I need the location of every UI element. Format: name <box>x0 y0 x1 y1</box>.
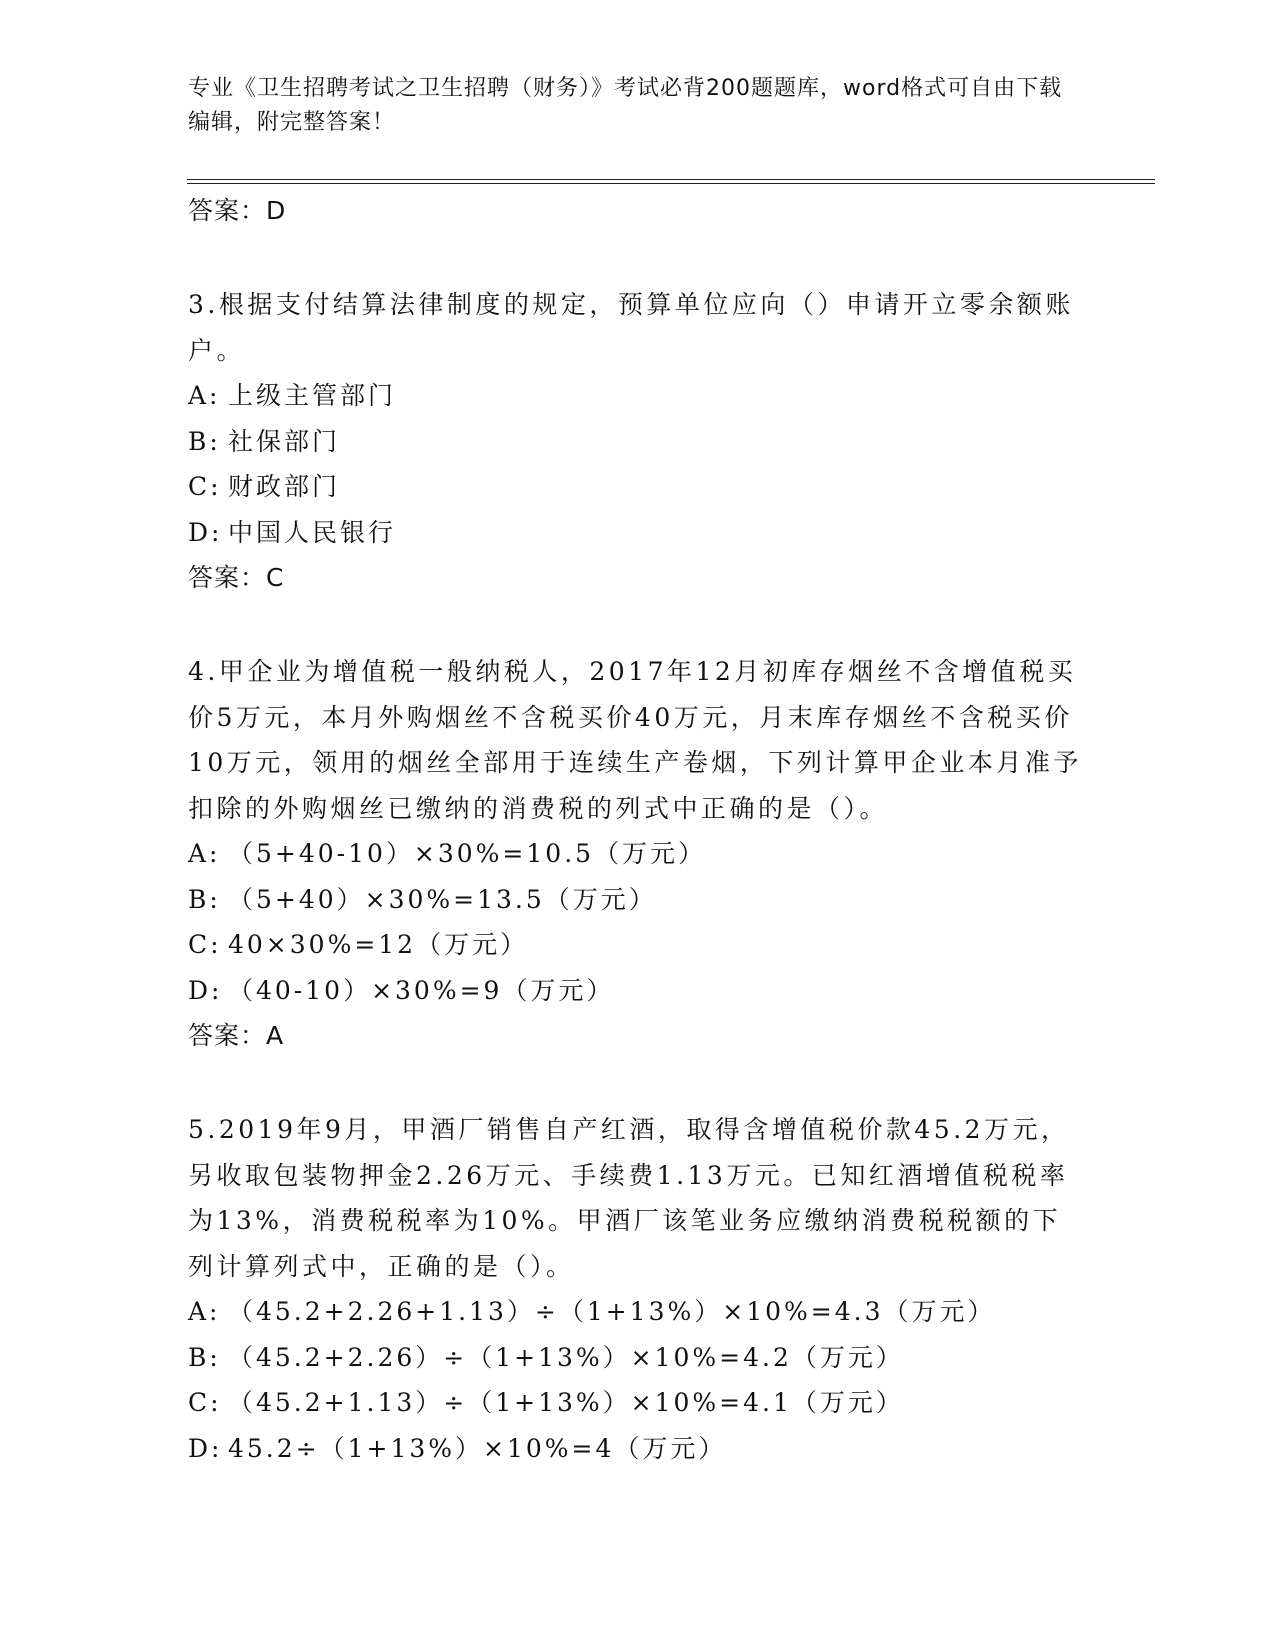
option-text: （5+40-10）×30%=10.5（万元） <box>228 839 707 868</box>
option-b <box>188 1335 1088 1381</box>
option-text: 上级主管部门 <box>228 381 397 410</box>
answer-line: 答案：C <box>188 563 285 592</box>
option-a <box>188 1289 1088 1335</box>
option-b <box>188 877 1088 923</box>
option-a <box>188 373 1088 419</box>
option-text: 40×30%=12（万元） <box>228 930 529 959</box>
document-body <box>188 188 1088 1471</box>
option-letter: B: <box>188 1342 221 1372</box>
header-divider-top <box>187 179 1155 180</box>
option-d <box>188 1426 1088 1472</box>
option-text: （45.2+2.26+1.13）÷（1+13%）×10%=4.3（万元） <box>228 1297 996 1326</box>
option-text: （5+40）×30%=13.5（万元） <box>228 884 657 914</box>
header-title: 专业《卫生招聘考试之卫生招聘（财务）》考试必背200题题库，word格式可自由下载编辑，附完整答案！ <box>188 76 1063 135</box>
option-letter: A: <box>188 1297 221 1326</box>
option-letter: C: <box>188 930 222 959</box>
answer-line: 答案：D <box>188 196 287 225</box>
question-3 <box>188 282 1088 601</box>
option-letter: B: <box>188 426 221 456</box>
option-letter: B: <box>188 884 221 914</box>
option-text: 社保部门 <box>228 426 341 456</box>
option-c <box>188 464 1088 510</box>
option-c <box>188 922 1088 968</box>
option-text: 财政部门 <box>228 472 341 501</box>
document-header <box>188 72 1068 140</box>
question-stem: 5.2019年9月，甲酒厂销售自产红酒，取得含增值税价款45.2万元，另收取包装物押金2.26万元、手续费1.13万元。已知红酒增值税税率为13%，消费税税率为10%。甲酒厂该笔业务应缴纳消费税税额的下列计算列式中，正确的是（）。 <box>188 1115 1070 1281</box>
option-c <box>188 1380 1088 1426</box>
option-letter: C: <box>188 472 222 501</box>
question-4 <box>188 649 1088 1059</box>
option-d <box>188 968 1088 1014</box>
option-letter: D: <box>188 1433 223 1463</box>
option-letter: C: <box>188 1388 222 1417</box>
option-letter: A: <box>188 381 221 410</box>
option-d <box>188 510 1088 556</box>
option-text: 中国人民银行 <box>228 517 397 547</box>
answer-line: 答案：A <box>188 1021 285 1050</box>
question-stem: 3.根据支付结算法律制度的规定，预算单位应向（）申请开立零余额账户。 <box>188 290 1074 365</box>
question-5 <box>188 1107 1088 1471</box>
option-letter: D: <box>188 975 223 1005</box>
option-letter: A: <box>188 839 221 868</box>
option-text: （45.2+1.13）÷（1+13%）×10%=4.1（万元） <box>228 1388 904 1417</box>
question-stem: 4.甲企业为增值税一般纳税人，2017年12月初库存烟丝不含增值税买价5万元，本月外购烟丝不含税买价40万元，月末库存烟丝不含税买价10万元，领用的烟丝全部用于连续生产卷烟，下列计算甲企业本月准予扣除的外购烟丝已缴纳的消费税的列式中正确的是（）。 <box>188 657 1082 823</box>
option-a <box>188 831 1088 877</box>
option-b <box>188 419 1088 465</box>
option-letter: D: <box>188 517 223 547</box>
option-text: （45.2+2.26）÷（1+13%）×10%=4.2（万元） <box>228 1342 904 1372</box>
option-text: 45.2÷（1+13%）×10%=4（万元） <box>228 1433 727 1463</box>
option-text: （40-10）×30%=9（万元） <box>228 975 615 1005</box>
header-divider-bottom <box>187 183 1155 184</box>
